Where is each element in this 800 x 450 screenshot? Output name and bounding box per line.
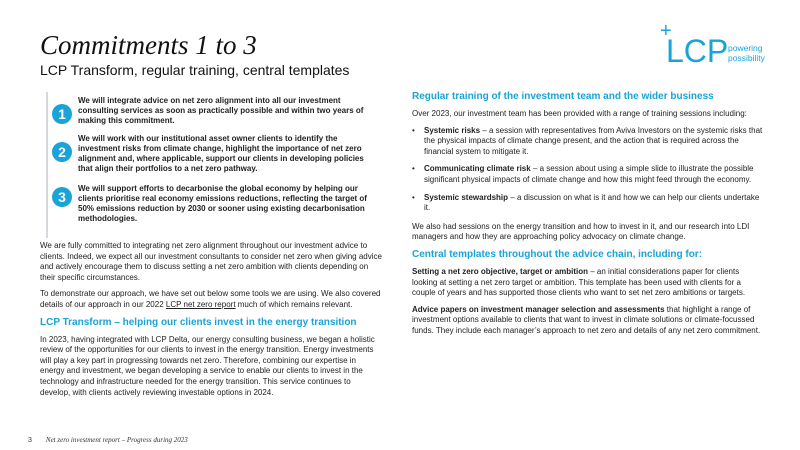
bullet-text: – a session with representatives from Aviva Investors on the systemic risks that the physical impacts of climate change present, and the action that is required across the financial system to mitigate it. bbox=[424, 125, 763, 156]
approach-text-after: much of which remains relevant. bbox=[235, 299, 353, 309]
left-column bbox=[40, 241, 382, 404]
lcp-transform-paragraph: In 2023, having integrated with LCP Delta, our energy consulting business, we began a holistic review of the opportunities for our clients to invest in the energy transition. Energy investments will play a key part in progressing towards net zero. Therefore, combining our expertise in energy and investment, we began developing a service to enable our clients to invest in the technology and infrastructure needed for the energy transition. This service continues to develop, with clients actively reviewing investable options in 2024. bbox=[40, 334, 375, 397]
footer bbox=[28, 436, 188, 444]
sessions-paragraph: We also had sessions on the energy transition and how to invest in it, and our research into LDI managers and how they are approaching policy advocacy on climate change. bbox=[412, 221, 750, 242]
training-intro: Over 2023, our investment team has been provided with a range of training sessions including: bbox=[412, 109, 747, 118]
logo-tagline-2: possibility bbox=[728, 53, 765, 63]
bullet-title: Communicating climate risk bbox=[424, 164, 531, 174]
commitment-number-3: 3 bbox=[52, 187, 72, 207]
list-item bbox=[412, 126, 766, 158]
logo-plus: + bbox=[660, 22, 672, 42]
commitment-number-2: 2 bbox=[52, 142, 72, 162]
template-objective-text: – an initial considerations paper for clients looking at setting a net zero target or ambition. This template has been used with clients for a couple of years and has supported those clients who want to set net zero ambitions or targets. bbox=[412, 266, 746, 298]
template-objective-paragraph bbox=[412, 267, 766, 299]
bullet-title: Systemic stewardship bbox=[424, 192, 509, 202]
list-item bbox=[412, 193, 766, 214]
commitment-text-1: We will integrate advice on net zero alignment into all our investment consulting services as soon as practically possible and within two years of making this commitment. bbox=[78, 96, 364, 125]
template-advice-title: Advice papers on investment manager selection and assessments bbox=[412, 304, 665, 314]
lcp-logo bbox=[660, 22, 780, 68]
page-title: Commitments 1 to 3 bbox=[40, 30, 257, 60]
template-objective-title: Setting a net zero objective, target or ambition bbox=[412, 266, 589, 276]
bullet-icon: • bbox=[412, 164, 415, 174]
bullet-icon: • bbox=[412, 125, 415, 135]
template-advice-text: that highlight a range of investment options available to clients that want to invest in climate solutions or climate-focussed funds. They include each manager’s approach to net zero and details of any net zero commitment. bbox=[412, 304, 761, 335]
page-number: 3 bbox=[28, 437, 32, 444]
right-column bbox=[412, 91, 766, 343]
training-heading: Regular training of the investment team and the wider business bbox=[412, 91, 714, 102]
bullet-text: – a discussion on what is it and how we can help our clients undertake it. bbox=[424, 192, 760, 213]
bullet-icon: • bbox=[412, 192, 415, 202]
commitment-number-1: 1 bbox=[52, 104, 72, 124]
approach-paragraph bbox=[40, 289, 382, 310]
logo-wordmark: LCP bbox=[666, 33, 729, 68]
list-item bbox=[412, 164, 766, 185]
approach-text-before: To demonstrate our approach, we have set out below some tools we are using. We also covered details of our approach in our 2022 bbox=[40, 289, 381, 309]
net-zero-report-link[interactable]: LCP net zero report bbox=[165, 299, 236, 309]
templates-heading: Central templates throughout the advice chain, including for: bbox=[412, 248, 703, 260]
intro-paragraph: We are fully committed to integrating net zero alignment throughout our investment advice to clients. Indeed, we expect all our investment consultants to consider net zero when giving advice and actively encourage them to discuss setting a net zero ambition with clients depending on their specific circumstances. bbox=[40, 241, 382, 282]
template-advice-paragraph bbox=[412, 305, 766, 337]
bullet-title: Systemic risks bbox=[424, 125, 481, 135]
bullet-text: – a session about using a simple slide to illustrate the possible significant physical impacts of climate change and how this might feed through the economy. bbox=[424, 164, 754, 184]
footer-text: Net zero investment report – Progress during 2023 bbox=[45, 436, 188, 444]
commitment-text-3: We will support efforts to decarbonise the global economy by helping our clients prioritise real economy emissions reductions, reflecting the target of 50% emissions reduction by 2030 or sooner using existing decarbonisation methodologies. bbox=[78, 184, 367, 223]
commitments-box bbox=[46, 92, 374, 238]
lcp-transform-heading: LCP Transform – helping our clients invest in the energy transition bbox=[40, 316, 357, 328]
commitment-text-2: We will work with our institutional asset owner clients to identify the investment risks from climate change, highlight the importance of net zero alignment and, where applicable, support our clients in developing policies that align their portfolios to a net zero pathway. bbox=[78, 134, 364, 173]
training-list bbox=[412, 126, 766, 214]
logo-tagline-1: powering bbox=[728, 43, 763, 53]
page-subtitle: LCP Transform, regular training, central templates bbox=[40, 62, 350, 78]
